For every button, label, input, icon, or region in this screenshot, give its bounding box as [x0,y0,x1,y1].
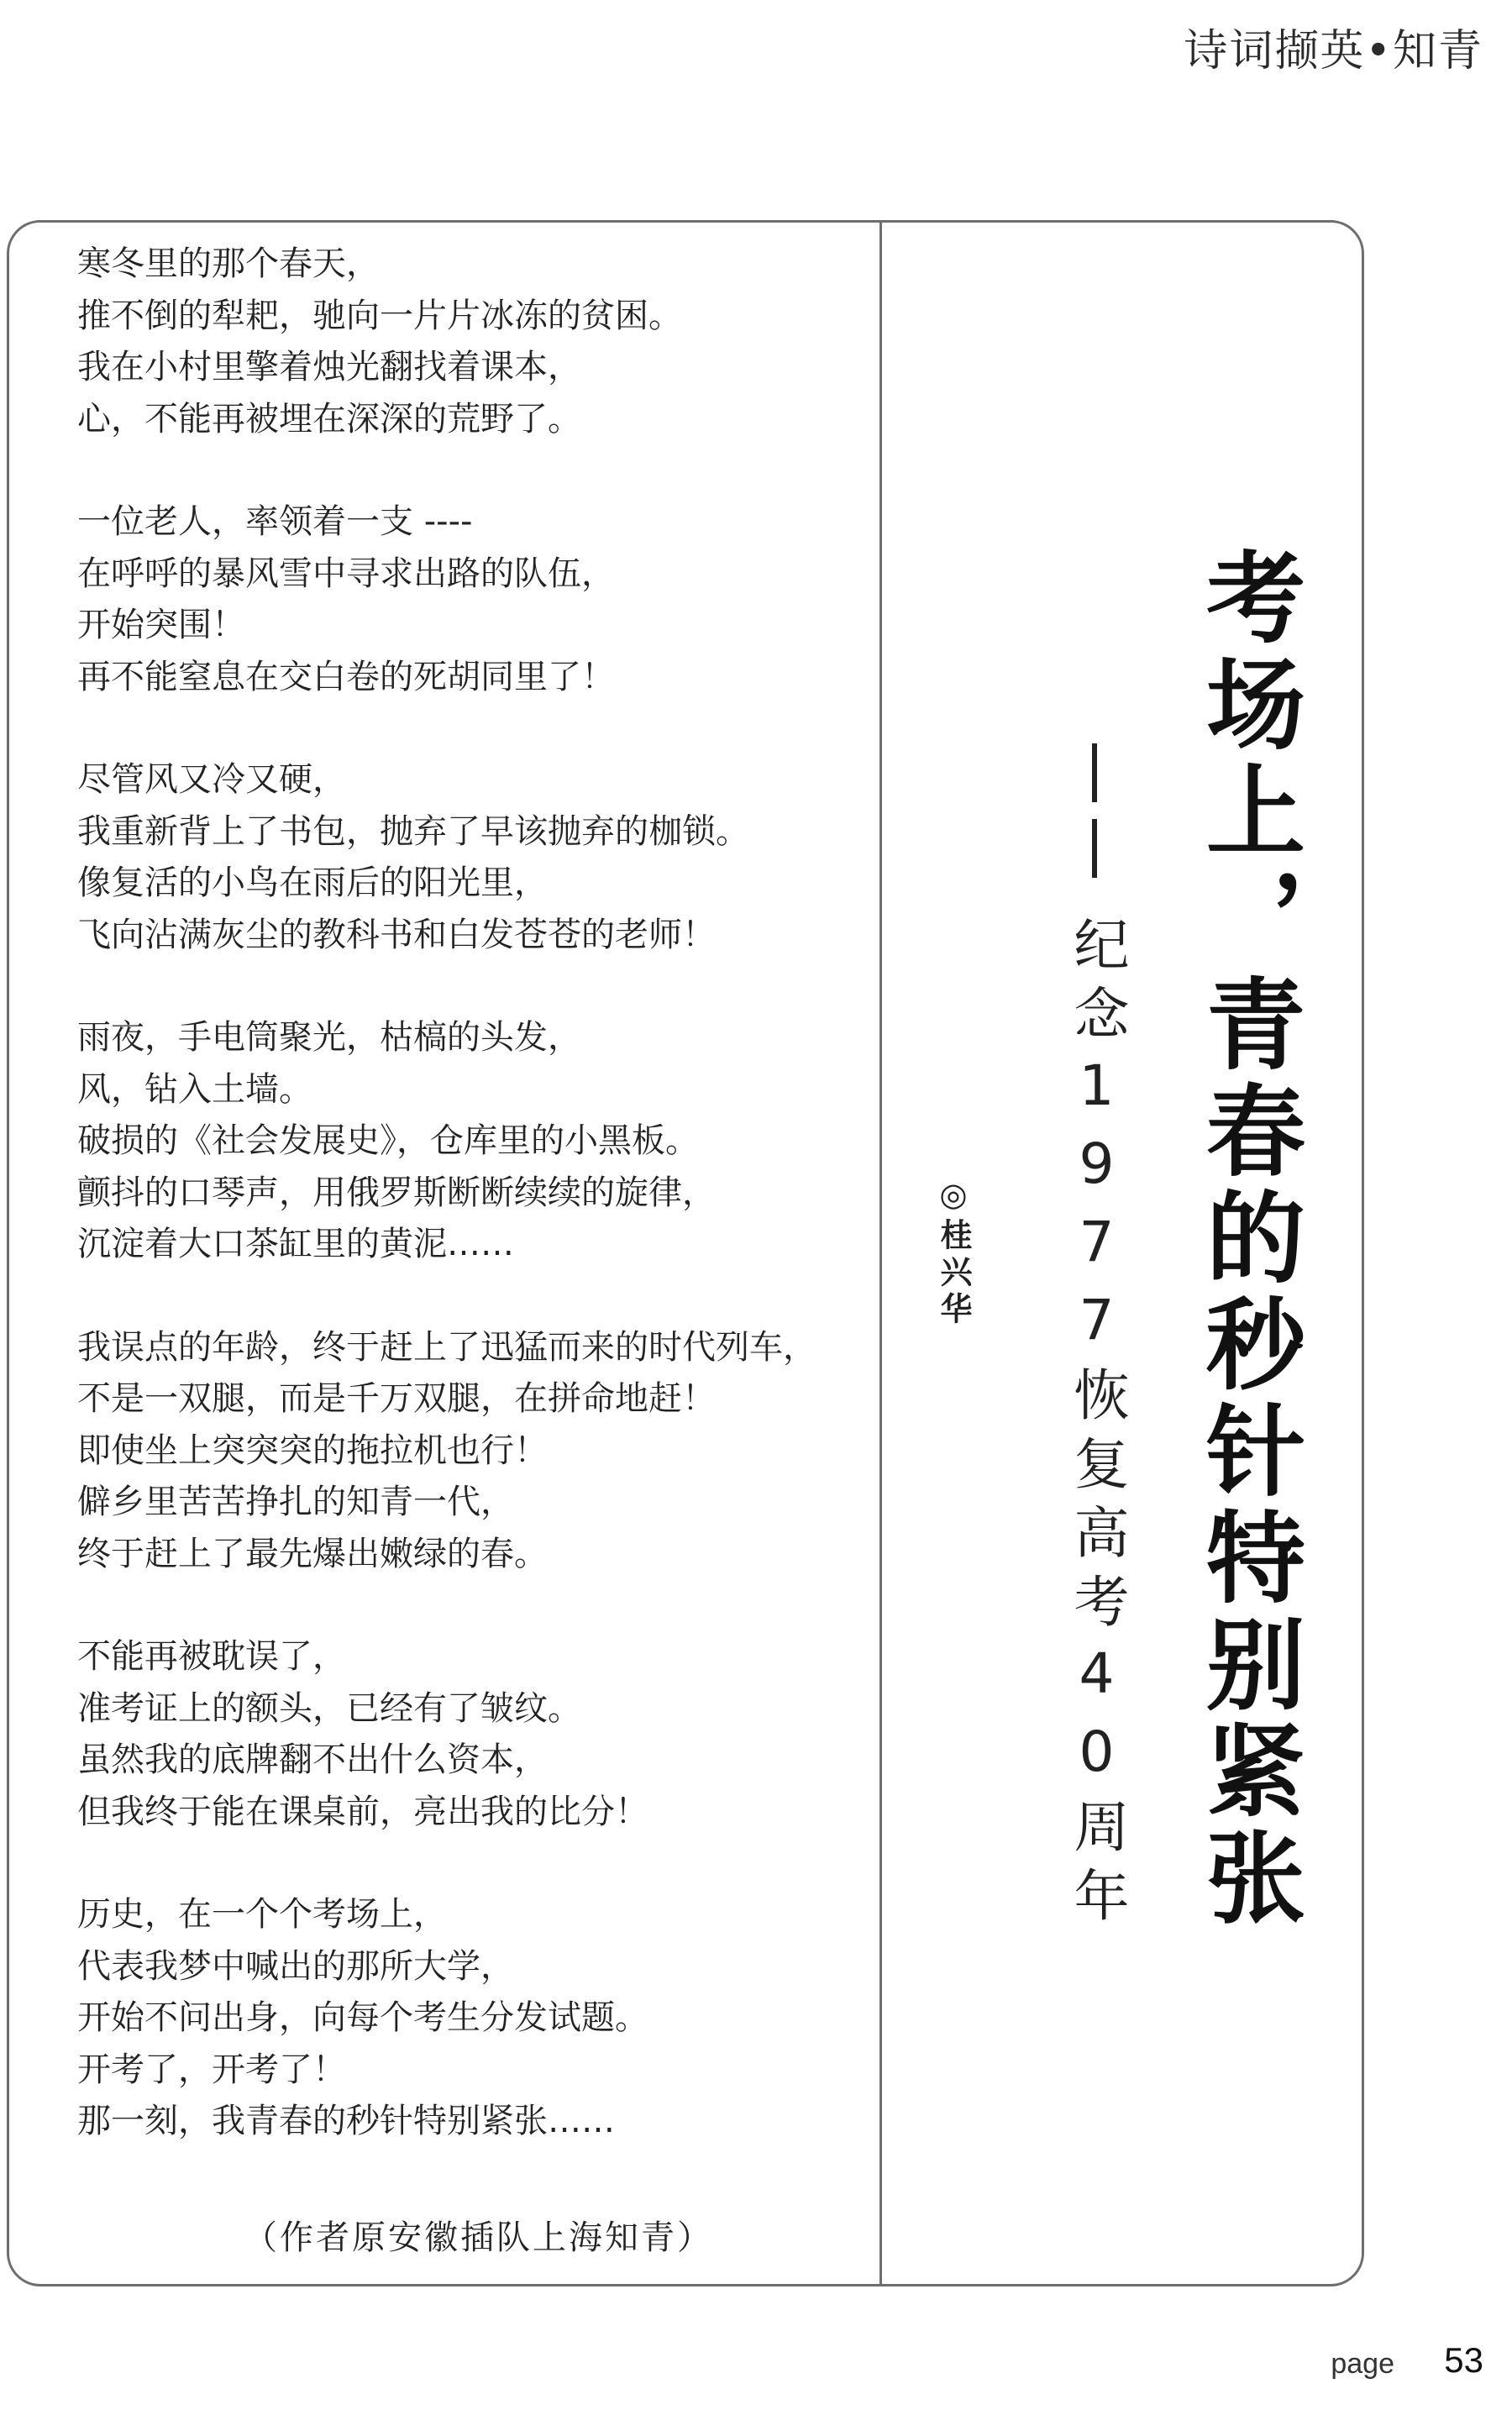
poem-line: 不能再被耽误了， [77,1637,346,1676]
article-title: 考场上，青春的秒针特别紧张 [1189,546,1305,1933]
poem-stanza [77,496,850,703]
poem-line: 不是一双腿，而是千万双腿，在拼命地赶！ [77,1379,716,1418]
page-number: 53 [1444,2340,1483,2380]
poem-stanza [77,1889,850,2148]
poem-line: 心，不能再被埋在深深的荒野了。 [77,399,581,438]
poem-line: 推不倒的犁耙，驰向一片片冰冻的贫困。 [77,296,682,335]
poem-line: 像复活的小鸟在雨后的阳光里， [77,864,548,902]
page-label: page [1331,2348,1394,2380]
poem-line: 我在小村里擎着烛光翻找着课本， [77,348,581,386]
poem-line: 开考了，开考了！ [77,2050,346,2089]
poem-line: 开始不问出身，向每个考生分发试题。 [77,1998,648,2037]
poem-line: 那一刻，我青春的秒针特别紧张…… [77,2102,615,2140]
author-note: （作者原安徽插队上海知青） [244,2218,713,2257]
poem-line: 飞向沾满灰尘的教科书和白发苍苍的老师！ [77,915,716,954]
poem-line: 终于赶上了最先爆出嫩绿的春。 [77,1534,548,1573]
poem-stanza [77,239,850,445]
poem-line: 破损的《社会发展史》，仓库里的小黑板。 [77,1121,699,1160]
poem-line: 准考证上的额头，已经有了皱纹。 [77,1688,581,1728]
poem-stanza [77,1631,850,1838]
poem-stanza [77,1012,850,1271]
poem-line: 再不能窒息在交白卷的死胡同里了！ [77,657,615,696]
poem-line: 我误点的年龄，终于赶上了迅猛而来的时代列车， [77,1327,816,1367]
poem-line: 但我终于能在课桌前，亮出我的比分！ [77,1792,648,1831]
poem-stanza [77,1322,850,1581]
poem-line: 即使坐上突突突的拖拉机也行！ [77,1431,548,1470]
poem-line: 尽管风又冷又硬， [77,760,346,799]
title-dash [1092,819,1097,878]
poem-line: 僻乡里苦苦挣扎的知青一代， [77,1483,514,1521]
poem-line: 一位老人，率领着一支 ---- [77,502,473,541]
section-header: 诗词撷英•知青 [1184,26,1483,76]
poem-line: 开始突围！ [77,606,245,644]
poem-line: 我重新背上了书包，抛弃了早该抛弃的枷锁。 [77,811,749,851]
poem-line: 风，钻入土墙。 [77,1069,312,1109]
column-divider [879,220,882,2286]
poem-line: 代表我梦中喊出的那所大学， [77,1946,514,1986]
poem-body [77,239,850,2199]
poem-line: 雨夜，手电筒聚光，枯槁的头发， [77,1018,581,1057]
poem-stanza [77,754,850,961]
poem-line: 虽然我的底牌翻不出什么资本， [77,1740,548,1779]
poem-line: 历史，在一个个考场上， [77,1895,447,1934]
title-dash [1092,743,1097,802]
poem-line: 在呼呼的暴风雪中寻求出路的队伍， [77,554,615,593]
poem-line: 沉淀着大口茶缸里的黄泥…… [77,1225,514,1263]
author-byline: ◎桂兴华 [935,1176,972,1329]
article-subtitle: 纪念1977恢复高考40周年 [1064,916,1129,1935]
poem-line: 寒冬里的那个春天， [77,244,380,283]
poem-line: 颤抖的口琴声，用俄罗斯断断续续的旋律， [77,1173,716,1212]
